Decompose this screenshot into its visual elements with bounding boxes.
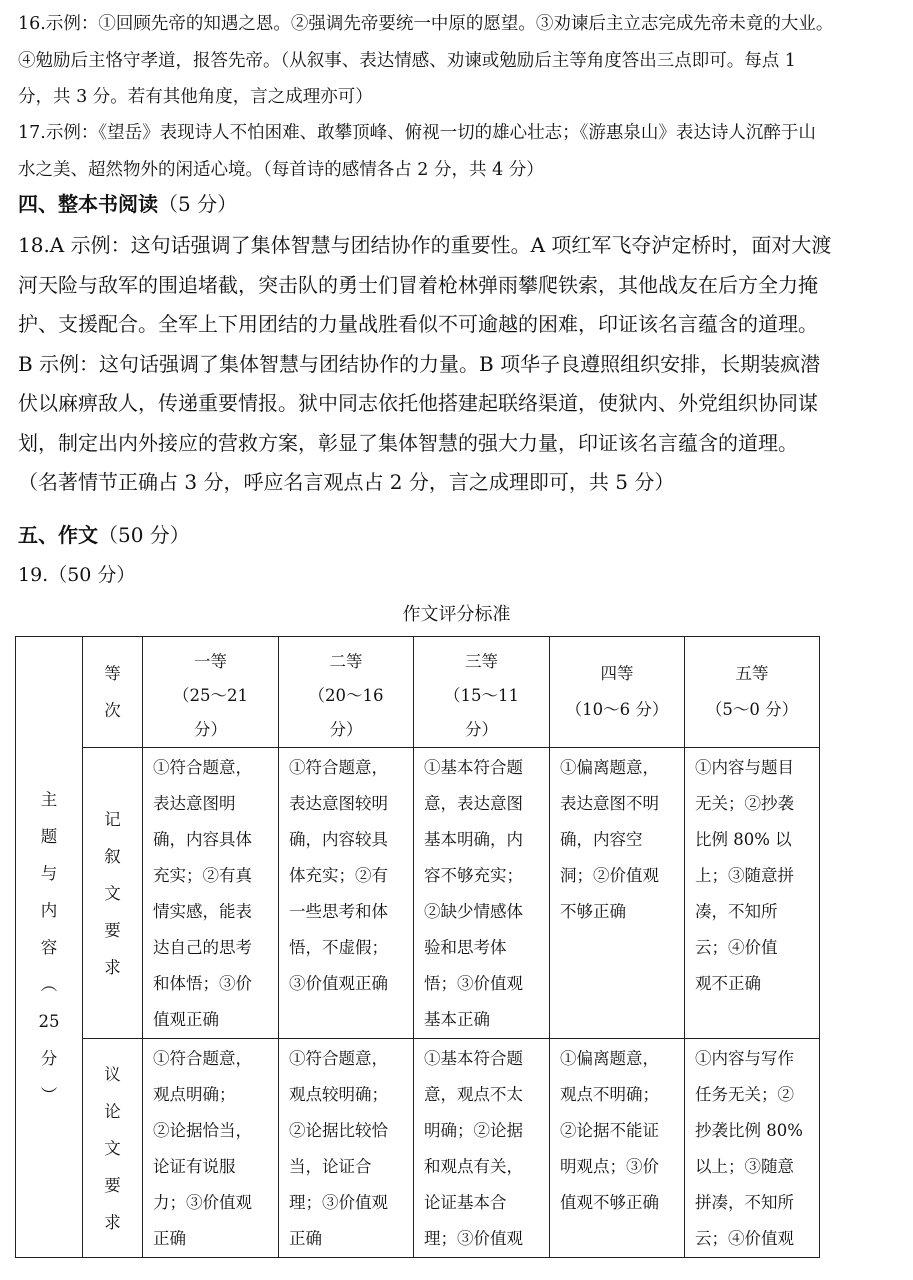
section-score: （5 分） <box>158 192 238 216</box>
text-line: ④勉励后主恪守孝道，报答先帝。（从叙事、表达情感、劝谏或勉励后主等角度答出三点即可。每点 1 <box>18 50 796 71</box>
argument-label: 议 论 文 要 求 <box>83 1039 143 1258</box>
text-line: 19.（50 分） <box>18 564 136 586</box>
text-line: 18.A 示例：这句话强调了集体智慧与团结协作的重要性。A 项红军飞夺泸定桥时，面对大渡 <box>18 233 832 257</box>
answer-19 <box>18 557 898 594</box>
text-line: B 示例：这句话强调了集体智慧与团结协作的力量。B 项华子良遵照组织安排，长期装疯潜 <box>18 351 821 376</box>
narrative-level-2: ①符合题意， 表达意图较明 确，内容较具 体充实；②有 一些思考和体 悟，不虚假； ③价值观正确 <box>279 748 414 1039</box>
scoring-table <box>15 636 820 1258</box>
narrative-row <box>16 748 820 1039</box>
row-header-topic: 主 题 与 内 容 ︵ 25 分 ︶ <box>16 637 83 1258</box>
text-line: 水之美、超然物外的闲适心境。（每首诗的感情各占 2 分，共 4 分） <box>18 159 544 180</box>
text-line: （名著情节正确占 3 分，呼应名言观点占 2 分，言之成理即可，共 5 分） <box>18 470 675 494</box>
narrative-level-3: ①基本符合题 意，表达意图 基本明确，内 容不够充实； ②缺少情感体 验和思考体 悟；③价值观 基本正确 <box>414 748 550 1039</box>
answer-18 <box>18 226 898 503</box>
narrative-label: 记 叙 文 要 求 <box>83 748 143 1039</box>
narrative-level-5: ①内容与题目 无关；②抄袭 比例 80% 以 上；③随意拼 凑，不知所 云；④价值 观不正确 <box>685 748 820 1039</box>
level-1-header: 一等 （25～21 分） <box>143 637 279 748</box>
argument-level-4: ①偏离题意， 观点不明确； ②论据不能证 明观点；③价 值观不够正确 <box>550 1039 685 1258</box>
section-score: （50 分） <box>98 523 190 547</box>
level-2-header: 二等 （20～16 分） <box>279 637 414 748</box>
text-line: 17.示例：《望岳》表现诗人不怕困难、敢攀顶峰、俯视一切的雄心壮志；《游惠泉山》表达诗人沉醉于山 <box>18 123 816 143</box>
level-3-header: 三等 （15～11 分） <box>414 637 550 748</box>
narrative-level-1: ①符合题意， 表达意图明 确，内容具体 充实；②有真 情实感，能表 达自己的思考 和体悟；③价 值观正确 <box>143 748 279 1039</box>
text-line: 河天险与敌军的围追堵截，突击队的勇士们冒着枪林弹雨攀爬铁索，其他战友在后方全力掩 <box>18 272 818 297</box>
argument-row <box>16 1039 820 1258</box>
answer-16 <box>18 6 898 116</box>
section-title: 四、整本书阅读 <box>18 192 158 216</box>
text-line: 分，共 3 分。若有其他角度，言之成理亦可） <box>18 87 373 107</box>
text-line: 护、支援配合。全军上下用团结的力量战胜看似不可逾越的困难，印证该名言蕴含的道理。 <box>18 312 818 336</box>
argument-level-5: ①内容与写作 任务无关；② 抄袭比例 80% 以上；③随意 拼凑，不知所 云；④价值观 <box>685 1039 820 1258</box>
answer-17 <box>18 115 898 188</box>
table-caption: 作文评分标准 <box>402 604 511 625</box>
section-heading-5 <box>18 517 898 553</box>
text-line: 伏以麻痹敌人，传递重要情报。狱中同志依托他搭建起联络渠道，使狱内、外党组织协同谋 <box>18 391 818 415</box>
text-line: 16.示例：①回顾先帝的知遇之恩。②强调先帝要统一中原的愿望。③劝谏后主立志完成先帝未竟的大业。 <box>18 14 834 34</box>
level-5-header: 五等 （5～0 分） <box>685 637 820 748</box>
section-title: 五、作文 <box>18 523 98 547</box>
text-line: 划，制定出内外接应的营救方案，彰显了集体智慧的强大力量，印证该名言蕴含的道理。 <box>18 430 798 455</box>
narrative-level-4: ①偏离题意， 表达意图不明 确，内容空 洞；②价值观 不够正确 <box>550 748 685 1039</box>
table-header-row <box>16 637 820 748</box>
level-header: 等 次 <box>83 637 143 748</box>
argument-level-2: ①符合题意， 观点较明确； ②论据比较恰 当，论证合 理；③价值观 正确 <box>279 1039 414 1258</box>
section-heading-4 <box>18 186 898 222</box>
argument-level-1: ①符合题意， 观点明确； ②论据恰当， 论证有说服 力；③价值观 正确 <box>143 1039 279 1258</box>
argument-level-3: ①基本符合题 意，观点不太 明确；②论据 和观点有关， 论证基本合 理；③价值观 <box>414 1039 550 1258</box>
level-4-header: 四等 （10～6 分） <box>550 637 685 748</box>
